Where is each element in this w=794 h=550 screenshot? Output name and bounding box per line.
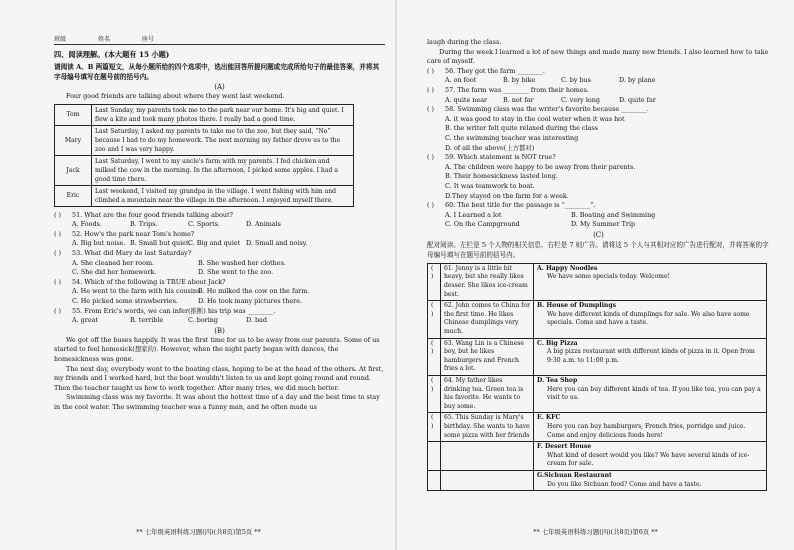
option: D. He took many pictures there. [198, 296, 303, 305]
ad-body: A big pizza restaurant with different kinds of pizza in it. Open from 9:30 a.m. to 11:00 p.m. [547, 348, 755, 364]
option: A. The children were happy to be away from their parents. [445, 162, 636, 171]
ad-body: Do you like Sichuan food? Come and have a taste. [547, 480, 702, 488]
option: D. by plane [619, 76, 656, 85]
option: C. He picked some strawberries. [72, 296, 178, 305]
option: B. not far [503, 95, 534, 104]
friends-table [54, 104, 354, 207]
answer-paren[interactable]: ( ) [427, 153, 435, 162]
option: A. quite near [445, 95, 488, 104]
friend-text: Last weekend, I visited my grandpa in the village. I went fishing with him and climbed a mountain near the village in the afternoon. I enjoyed myself there. [92, 185, 354, 206]
option: D. Small and noisy. [246, 239, 308, 248]
question-57 [427, 86, 770, 105]
option: B. Small but quiet. [130, 239, 191, 248]
option: C. Sports. [188, 220, 220, 229]
question-60 [427, 201, 770, 230]
ad-body: Here you can buy hamburgers, French fries, porridge and juice. Come and enjoy delicious foods here! [547, 422, 746, 439]
matching-table [427, 263, 767, 491]
part-c-label: (C) [593, 230, 604, 239]
person-info: 62. John comes to China for the first time. He likes Chinese dumplings very much. [441, 301, 534, 338]
option: C. the swimming teacher was interesting [445, 133, 579, 142]
option: B. Trips. [130, 220, 158, 229]
passage-b-paragraph: We got off the buses happily. It was the first time for us to be away from our parents. Some of us started to feel homesick(想家的). However, when the night party began with dances, the homesickness was gone. [54, 335, 380, 363]
option: C. boring [188, 316, 218, 325]
answer-paren[interactable]: ( ) [54, 229, 62, 238]
question-52 [54, 230, 385, 249]
option: D.They stayed on the farm for a week. [445, 191, 569, 200]
friend-name: Mary [55, 125, 92, 155]
option: D. of all the above(上方都对) [445, 143, 535, 152]
section-title: 四、阅读理解。(本大题有 15 小题) [54, 50, 170, 59]
option: B. terrible [130, 316, 164, 325]
question-stem: 60. The best title for the passage is “________”. [445, 201, 596, 210]
answer-paren[interactable]: ( ) [427, 85, 435, 94]
friend-name: Tom [55, 104, 92, 125]
page-footer: ** 七年级英语科练习题(四)(共8页)第6页 ** [533, 528, 658, 536]
question-stem: 58. Swimming class was the writer's favorite because ________. [445, 105, 649, 114]
ad-title: E. KFC [537, 414, 561, 422]
ad-title: A. Happy Noodles [537, 264, 598, 272]
part-c-instruction: 配对阅读。左栏是 5 个人物的相关信息，右栏是 7 则广告。请将这 5 个人与其相对应的广告进行配对，并将答案的字母编号填写在题号前的括号内。 [427, 240, 769, 259]
option: A. I Learned a lot [445, 210, 502, 219]
answer-paren[interactable]: ( ) [428, 338, 441, 375]
answer-paren [428, 470, 441, 490]
question-stem: 57. The farm was ________ from their homes. [445, 85, 589, 94]
ad-body: Here you can buy different kinds of tea. If you like tea, you can pay a visit to us. [547, 385, 761, 402]
answer-paren[interactable]: ( ) [428, 376, 441, 413]
person-info [441, 442, 534, 471]
ad-title: G.Sichuan Restaurant [537, 471, 612, 479]
option: C. by bus [561, 76, 591, 85]
option: A. Big but noise. [72, 239, 126, 248]
friend-text: Last Sunday, my parents took me to the park near our home. It's big and quiet. I flew a kite and took many photos there. I really had a good time. [92, 104, 354, 125]
option: A. She cleaned her room. [72, 258, 155, 267]
ad-body: We have different kinds of dumplings for sale. We also have some specials. Come and have a taste. [547, 310, 750, 327]
header-fields [54, 34, 385, 45]
question-51 [54, 211, 385, 230]
option: B. Their homesickness lasted long. [445, 172, 558, 181]
friend-name: Jack [55, 155, 92, 185]
ad-cell [534, 442, 767, 471]
ad-title: C. Big Pizza [537, 339, 578, 347]
question-56 [427, 67, 770, 86]
instruction: 请阅读 A、B 两篇短文，从每小题所给的四个选项中，选出能回答所提问题或完成所给句子的最佳答案，并将其字母编号填写在题号前的括号内。 [54, 63, 380, 81]
answer-paren[interactable]: ( ) [427, 201, 435, 210]
passage-b-paragraph: Swimming class was my favorite. It was about the hottest time of a day and the best time to stay in the cool water. The swimming teacher was a funny man, and he often made us [54, 393, 380, 411]
table-row [428, 338, 767, 375]
ad-cell [534, 338, 767, 375]
passage-b-paragraph: During the week I learned a lot of new things and made many new friends. I also learned how to take care of myself. [427, 47, 769, 66]
answer-paren[interactable]: ( ) [54, 277, 62, 286]
option: A. He went to the farm with his cousins. [72, 287, 203, 296]
option: A. Foods. [72, 220, 102, 229]
part-a-intro: Four good friends are talking about where they went last weekend. [66, 92, 285, 100]
option: D. Animals [246, 220, 281, 229]
question-58 [427, 105, 770, 153]
question-59 [427, 153, 770, 201]
option: D. She went to the zoo. [198, 268, 274, 277]
option: B. by bike [503, 76, 536, 85]
answer-paren[interactable]: ( ) [54, 248, 62, 257]
table-row [55, 155, 354, 185]
right-page [397, 0, 794, 550]
question-stem: 54. Which of the following is TRUE about Jack? [72, 277, 226, 286]
ad-cell [534, 263, 767, 300]
table-row [428, 442, 767, 471]
answer-paren[interactable]: ( ) [428, 301, 441, 338]
option: B. the writer felt quite relaxed during the class [445, 124, 598, 133]
part-a-label: (A) [214, 83, 225, 91]
ad-title: F. Desert House [537, 443, 592, 451]
option: C. very long [561, 95, 600, 104]
person-info: 64. My father likes drinking tea. Green tea is his favorite. He wants to buy some. [441, 376, 534, 413]
option: D. bad [246, 316, 267, 325]
answer-paren[interactable]: ( ) [427, 66, 435, 75]
ad-cell [534, 301, 767, 338]
question-stem: 55. From Eric's words, we can infer(推断) his trip was ________. [72, 306, 276, 315]
question-stem: 53. What did Mary do last Saturday? [72, 248, 192, 257]
friend-name: Eric [55, 185, 92, 206]
option: C. On the Campground [445, 220, 520, 229]
friend-text: Last Saturday, I asked my parents to take me to the zoo, but they said, “No” because I had to do my homework. The next morning my father drove us to the zoo and I was very happy. [92, 125, 354, 155]
person-info: 61. Jenny is a little bit heavy, but she really likes desser. She likes ice-cream best. [441, 263, 534, 300]
option: D. quite far [619, 95, 656, 104]
class-label: 班级 [54, 36, 67, 43]
question-stem: 59. Which statement is NOT true? [445, 153, 556, 162]
question-53 [54, 249, 385, 278]
table-row [55, 185, 354, 206]
question-stem: 51. What are the four good friends talking about? [72, 210, 233, 219]
ad-body: We have some specials today. Welcome! [547, 273, 671, 281]
ad-cell [534, 413, 767, 442]
option: B. Boating and Swimming [571, 210, 656, 219]
answer-paren[interactable]: ( ) [54, 210, 62, 219]
question-55 [54, 307, 385, 326]
option: B. She washed her clothes. [198, 258, 286, 267]
person-info: 65. This Sunday is Mary's birthday. She wants to have some pizza with her friends [441, 413, 534, 442]
option: A. it was good to stay in the cool water when it was hot [445, 114, 625, 123]
table-row [428, 413, 767, 442]
question-54 [54, 278, 385, 307]
answer-paren[interactable]: ( ) [428, 263, 441, 300]
option: B. He milked the cow on the farm. [198, 287, 310, 296]
ad-title: D. Tea Shop [537, 377, 578, 384]
ad-cell [534, 376, 767, 413]
answer-paren[interactable]: ( ) [54, 306, 62, 315]
table-row [55, 104, 354, 125]
friend-text: Last Saturday, I went to my uncle's farm with my parents. I fed chicken and milked the cow in the morning. In the afternoon, I picked some apples. I had a good time there. [92, 155, 354, 185]
option: D. My Summer Trip [571, 220, 636, 229]
table-row [428, 376, 767, 413]
answer-paren[interactable]: ( ) [427, 105, 435, 114]
table-row [55, 125, 354, 155]
ad-cell [534, 470, 767, 490]
answer-paren [428, 442, 441, 471]
question-stem: 52. How's the park near Tom's home? [72, 229, 195, 238]
passage-b-continued: laugh during the class. [427, 38, 502, 46]
ad-body: What kind of desert would you like? We have several kinds of ice-cream for sale. [547, 451, 750, 468]
option: A. on foot [445, 76, 477, 85]
part-b-label: (B) [214, 326, 225, 335]
table-row [428, 470, 767, 490]
option: C. It was teamwork to boat. [445, 181, 535, 190]
seat-label: 座号 [141, 36, 154, 43]
page-footer: ** 七年级英语科练习题(四)(共8页)第5页 ** [136, 528, 261, 536]
option: C. She did her homework. [72, 268, 157, 277]
option: A. great [72, 316, 98, 325]
person-info [441, 470, 534, 490]
passage-b-paragraph: The next day, everybody went to the boating class, hoping to be at the head of the others. At first, my friends and I worked hard, but the boat wouldn't listen to us and kept going round and round. Then the teacher taught us how to work together. After many tries, we did much better. [54, 364, 384, 392]
person-info: 63. Wang Lin is a Chinese boy, but he likes hamburgers and French fries a lot. [441, 338, 534, 375]
table-row [428, 263, 767, 300]
name-label: 姓名 [97, 36, 110, 43]
table-row [428, 301, 767, 338]
answer-paren[interactable]: ( ) [428, 413, 441, 442]
option: C. Big and quiet [188, 239, 241, 248]
ad-title: B. House of Dumplings [537, 302, 617, 310]
question-stem: 56. They got the farm ________. [445, 66, 545, 75]
